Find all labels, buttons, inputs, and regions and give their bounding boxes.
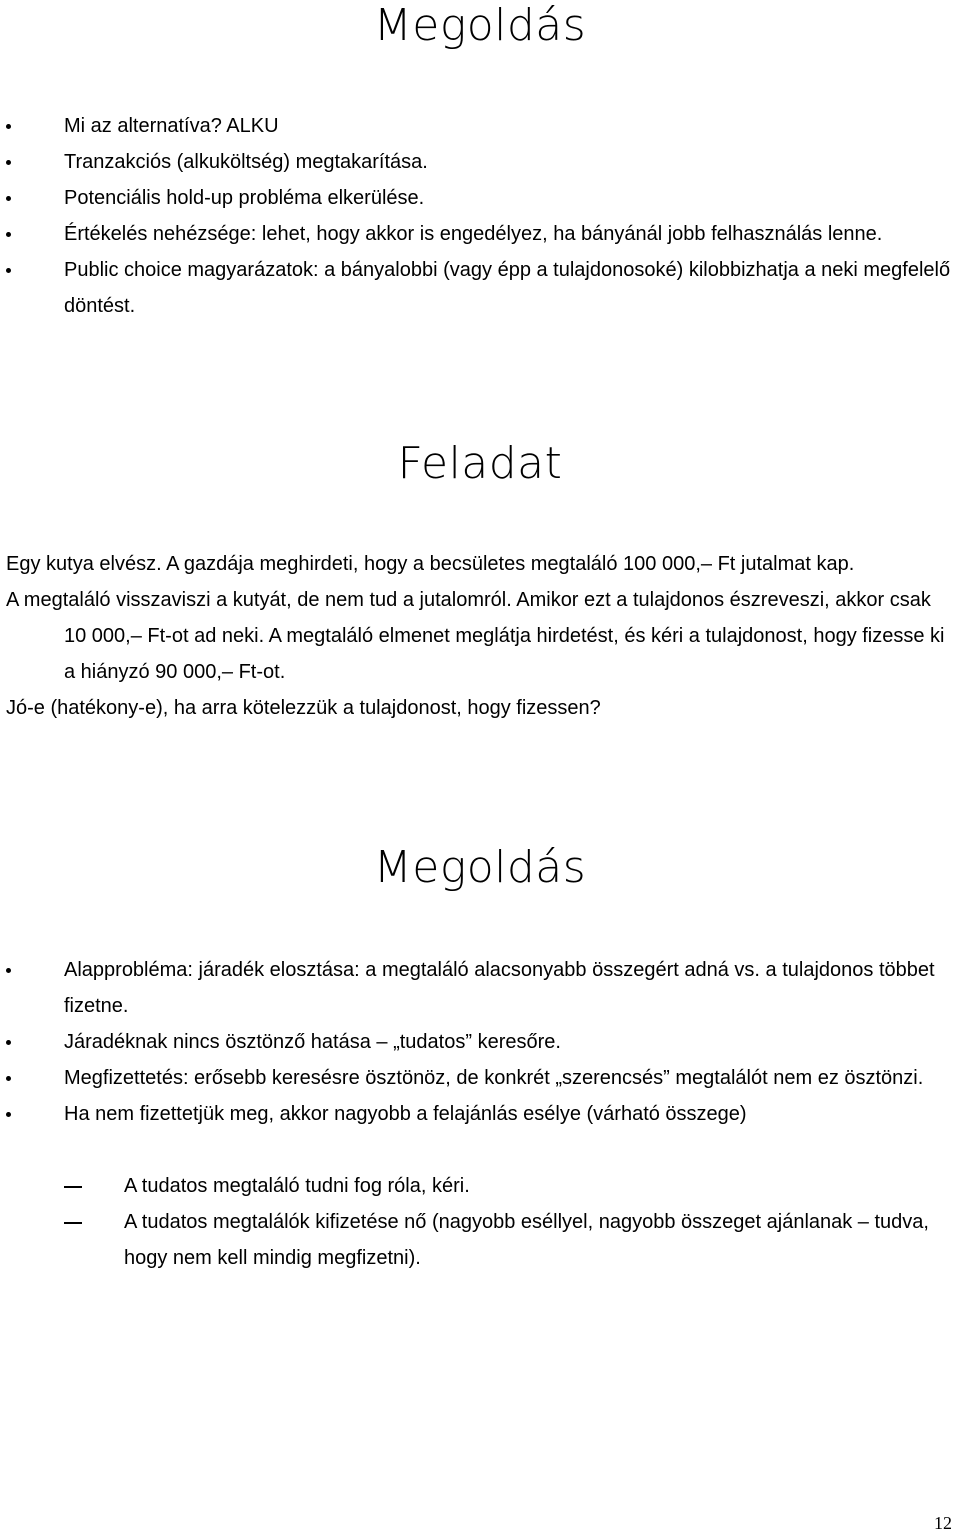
bullet-dot-icon <box>6 124 11 129</box>
list-item-text: Mi az alternatíva? ALKU <box>64 115 279 137</box>
sub-list-item-text: A tudatos megtalálók kifizetése nő (nagyobb eséllyel, nagyobb összeget ajánlanak – tudva, hogy nem kell mindig megfizetni). <box>124 1211 929 1269</box>
list-item <box>0 252 960 324</box>
sub-list-item-text: A tudatos megtaláló tudni fog róla, kéri. <box>124 1175 470 1197</box>
solution-bullet-list-2 <box>0 952 960 1132</box>
list-item-text: Járadéknak nincs ösztönző hatása – „tudatos” keresőre. <box>64 1031 561 1053</box>
list-item <box>0 216 960 252</box>
dash-icon <box>64 1186 82 1188</box>
solution-sub-list <box>0 1168 960 1276</box>
bullet-dot-icon <box>6 968 11 973</box>
list-item <box>0 108 960 144</box>
bullet-dot-icon <box>6 1112 11 1117</box>
dash-icon <box>64 1222 82 1224</box>
bullet-dot-icon <box>6 196 11 201</box>
bullet-dot-icon <box>6 232 11 237</box>
task-paragraph: A megtaláló visszaviszi a kutyát, de nem tud a jutalomról. Amikor ezt a tulajdonos észreveszi, akkor csak 10 000,– Ft-ot ad neki. A megtaláló elmenet meglátja hirdetést, és kéri a tulajdonost, hogy fizesse ki a hiányzó 90 000,– Ft-ot. <box>6 589 945 683</box>
solution-bullet-list-1 <box>0 108 960 324</box>
list-item <box>0 1096 960 1132</box>
list-item-text: Tranzakciós (alkuköltség) megtakarítása. <box>64 151 428 173</box>
sub-list-item <box>0 1168 960 1204</box>
bullet-dot-icon <box>6 268 11 273</box>
list-item-text: Értékelés nehézsége: lehet, hogy akkor is engedélyez, ha bányánál jobb felhasználás lenne. <box>64 223 883 245</box>
bullet-dot-icon <box>6 1076 11 1081</box>
list-item-text: Alapprobléma: járadék elosztása: a megtaláló alacsonyabb összegért adná vs. a tulajdonos többet fizetne. <box>64 959 935 1017</box>
bullet-dot-icon <box>6 1040 11 1045</box>
list-item-text: Ha nem fizettetjük meg, akkor nagyobb a felajánlás esélye (várható összege) <box>64 1103 747 1125</box>
list-item-text: Megfizettetés: erősebb keresésre ösztönöz, de konkrét „szerencsés” megtalálót nem ez ösztönzi. <box>64 1067 924 1089</box>
task-paragraph: Jó-e (hatékony-e), ha arra kötelezzük a tulajdonost, hogy fizessen? <box>6 697 601 719</box>
list-item <box>0 1024 960 1060</box>
sub-list-item <box>0 1204 960 1276</box>
section-heading-megoldas-2: Megoldás <box>373 842 587 893</box>
list-item <box>0 144 960 180</box>
task-paragraph: Egy kutya elvész. A gazdája meghirdeti, hogy a becsületes megtaláló 100 000,– Ft jutalmat kap. <box>6 553 855 575</box>
list-item <box>0 952 960 1024</box>
list-item-text: Potenciális hold-up probléma elkerülése. <box>64 187 425 209</box>
list-item-text: Public choice magyarázatok: a bányalobbi (vagy épp a tulajdonosoké) kilobbizhatja a neki megfelelő döntést. <box>64 259 951 317</box>
task-text-block <box>0 546 960 726</box>
bullet-dot-icon <box>6 160 11 165</box>
list-item <box>0 1060 960 1096</box>
section-heading-feladat: Feladat <box>397 438 563 489</box>
section-heading-megoldas-1: Megoldás <box>373 0 587 51</box>
list-item <box>0 180 960 216</box>
page-number: 12 <box>934 1513 952 1533</box>
